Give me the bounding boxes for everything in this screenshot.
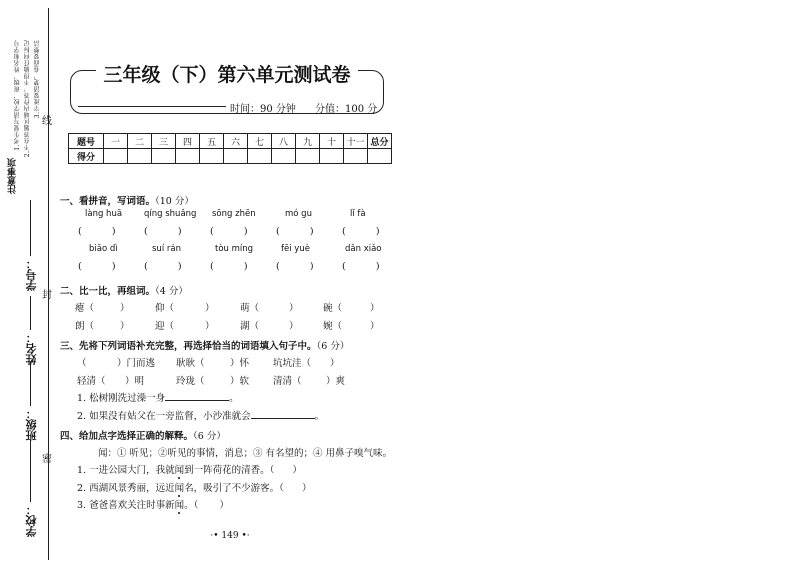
q1-pinyin: dǎn xiǎo [345,244,382,254]
score-value-row [69,149,392,164]
q3-blank-2[interactable] [251,409,315,419]
seal-bottom-mark: 密 [42,454,52,465]
q2-answer-close[interactable]: ） [289,303,299,314]
seal-mid-mark: 封 [42,290,52,301]
col-1: 一 [104,134,128,149]
score-cell[interactable] [368,149,392,164]
q1-pinyin: suí rán [152,244,181,254]
q3-idiom-rest: ）软 [230,376,250,387]
note-line-3: 3.字迹要清楚，卷面要整洁 [34,40,41,119]
q2-char: 碗（ [323,303,343,314]
q3-idiom-open: 坑坑洼（ [273,358,312,369]
class-field[interactable] [30,362,31,406]
q2-answer-close[interactable]: ） [120,321,130,332]
q1-answer-box[interactable]: ( ) [210,261,248,272]
title-underline [78,106,226,107]
q1-answer-box[interactable]: ( ) [78,261,116,272]
q4-definition: 闻：① 听见；②听见的事情，消息；③ 有名望的；④ 用鼻子嗅气味。 [98,448,393,459]
col-6: 六 [224,134,248,149]
q3-idiom-rest: ）怀 [230,358,250,369]
exam-time: 时间：90 分钟 [230,104,296,115]
emphasis-char: 闻 [174,483,185,494]
col-10: 十 [320,134,344,149]
note-line-1: 1.考生要写清学校、班级、姓名和学号 [14,40,21,151]
q2-char: 婉（ [323,321,343,332]
score-header-row [69,134,392,149]
q3-idiom-rest: ）门而逃 [117,358,156,369]
col-total: 总分 [368,134,392,149]
q1-heading: 一、看拼音，写词语。（10 分） [60,196,194,207]
q2-char: 萌（ [240,303,260,314]
score-cell[interactable] [152,149,176,164]
q4-sentence-2: 2. 西湖风景秀丽，远近闻名，吸引了不少游客。（ ） [77,483,312,494]
q3-idiom-open: 轻清（ [77,376,106,387]
notes-title: 注意事项 [8,158,18,194]
score-table [68,133,392,164]
school-label: 学校： [25,504,38,537]
q3-blank-1[interactable] [165,391,229,401]
student-id-label: 学号： [25,258,38,291]
score-cell[interactable] [272,149,296,164]
q3-idiom-rest: ） [330,358,340,369]
q1-pinyin: lǐ fà [350,209,366,219]
q1-pinyin: fēi yuè [281,244,310,254]
q1-answer-box[interactable]: ( ) [144,261,182,272]
q3-heading: 三、先将下列词语补充完整，再选择恰当的词语填入句子中。（6 分） [60,341,350,352]
col-11: 十一 [344,134,368,149]
note-line-2: 2.不在答题区域内作答，不得做任何标记 [24,40,31,158]
q2-answer-close[interactable]: ） [289,321,299,332]
q3-idiom-rest: ）明 [125,376,145,387]
q1-pinyin: tòu míng [215,244,254,254]
q1-answer-box[interactable]: ( ) [276,226,314,237]
score-cell[interactable] [320,149,344,164]
school-field[interactable] [30,440,31,502]
score-cell[interactable] [200,149,224,164]
col-9: 九 [296,134,320,149]
q1-pinyin: sōng zhēn [212,209,256,219]
q1-answer-box[interactable]: ( ) [276,261,314,272]
q2-heading: 二、比一比，再组词。（4 分） [60,286,188,297]
q3-sentence-1: 1. 松树刚洗过澡一身 。 [77,393,239,404]
exam-score: 分值：100 分 [315,104,378,115]
q2-answer-close[interactable]: ） [120,303,130,314]
q1-answer-box[interactable]: ( ) [144,226,182,237]
col-8: 八 [272,134,296,149]
q1-answer-box[interactable]: ( ) [210,226,248,237]
col-4: 四 [176,134,200,149]
col-7: 七 [248,134,272,149]
page-title: 三年级（下）第六单元测试卷 [96,60,358,87]
col-3: 三 [152,134,176,149]
page-number: ·• 149 •· [210,531,250,541]
q1-pinyin: mó gu [285,209,312,219]
class-label: 班级： [25,408,38,441]
score-label: 得分 [69,149,104,164]
score-cell[interactable] [224,149,248,164]
q4-sentence-3: 3. 爸爸喜欢关注时事新闻。（ ） [77,500,230,511]
q1-pinyin: biāo dì [89,244,118,254]
q2-answer-close[interactable]: ） [205,303,215,314]
q3-idiom-open: 耿耿（ [176,358,205,369]
q2-char: 朗（ [75,321,95,332]
q2-char: 迎（ [155,321,175,332]
name-label: 姓名： [25,332,38,365]
q3-sentence-2: 2. 如果没有姑父在一旁监督，小沙准就会 。 [77,411,325,422]
student-id-field[interactable] [30,200,31,256]
q3-idiom-rest: ）爽 [326,376,346,387]
seal-line-mark: 线 [42,116,52,127]
q2-answer-close[interactable]: ） [205,321,215,332]
binding-line [48,8,49,560]
q1-answer-box[interactable]: ( ) [78,226,116,237]
q2-char: 仰（ [155,303,175,314]
q4-sentence-1: 1. 一进公园大门，我就闻到一阵荷花的清香。（ ） [77,465,303,476]
q2-answer-close[interactable]: ） [370,303,380,314]
name-field[interactable] [30,296,31,330]
q1-answer-box[interactable]: ( ) [342,226,380,237]
col-2: 二 [128,134,152,149]
q2-char: 湖（ [240,321,260,332]
score-cell[interactable] [248,149,272,164]
score-cell[interactable] [344,149,368,164]
q2-char: 瘪（ [75,303,95,314]
q1-pinyin: làng huā [85,209,123,219]
emphasis-char: 闻 [174,465,185,476]
q3-idiom-open: 清清（ [273,376,302,387]
score-cell[interactable] [104,149,128,164]
q3-idiom-open: （ [77,358,87,369]
q2-answer-close[interactable]: ） [370,321,380,332]
q1-answer-box[interactable]: ( ) [342,261,380,272]
emphasis-char: 闻 [174,500,185,511]
q4-heading: 四、给加点字选择正确的解释。（6 分） [60,431,226,442]
score-cell[interactable] [176,149,200,164]
q1-pinyin: qíng shuǎng [144,209,197,219]
col-5: 五 [200,134,224,149]
score-cell[interactable] [128,149,152,164]
q3-idiom-open: 玲珑（ [176,376,205,387]
question-number-label: 题号 [69,134,104,149]
score-cell[interactable] [296,149,320,164]
